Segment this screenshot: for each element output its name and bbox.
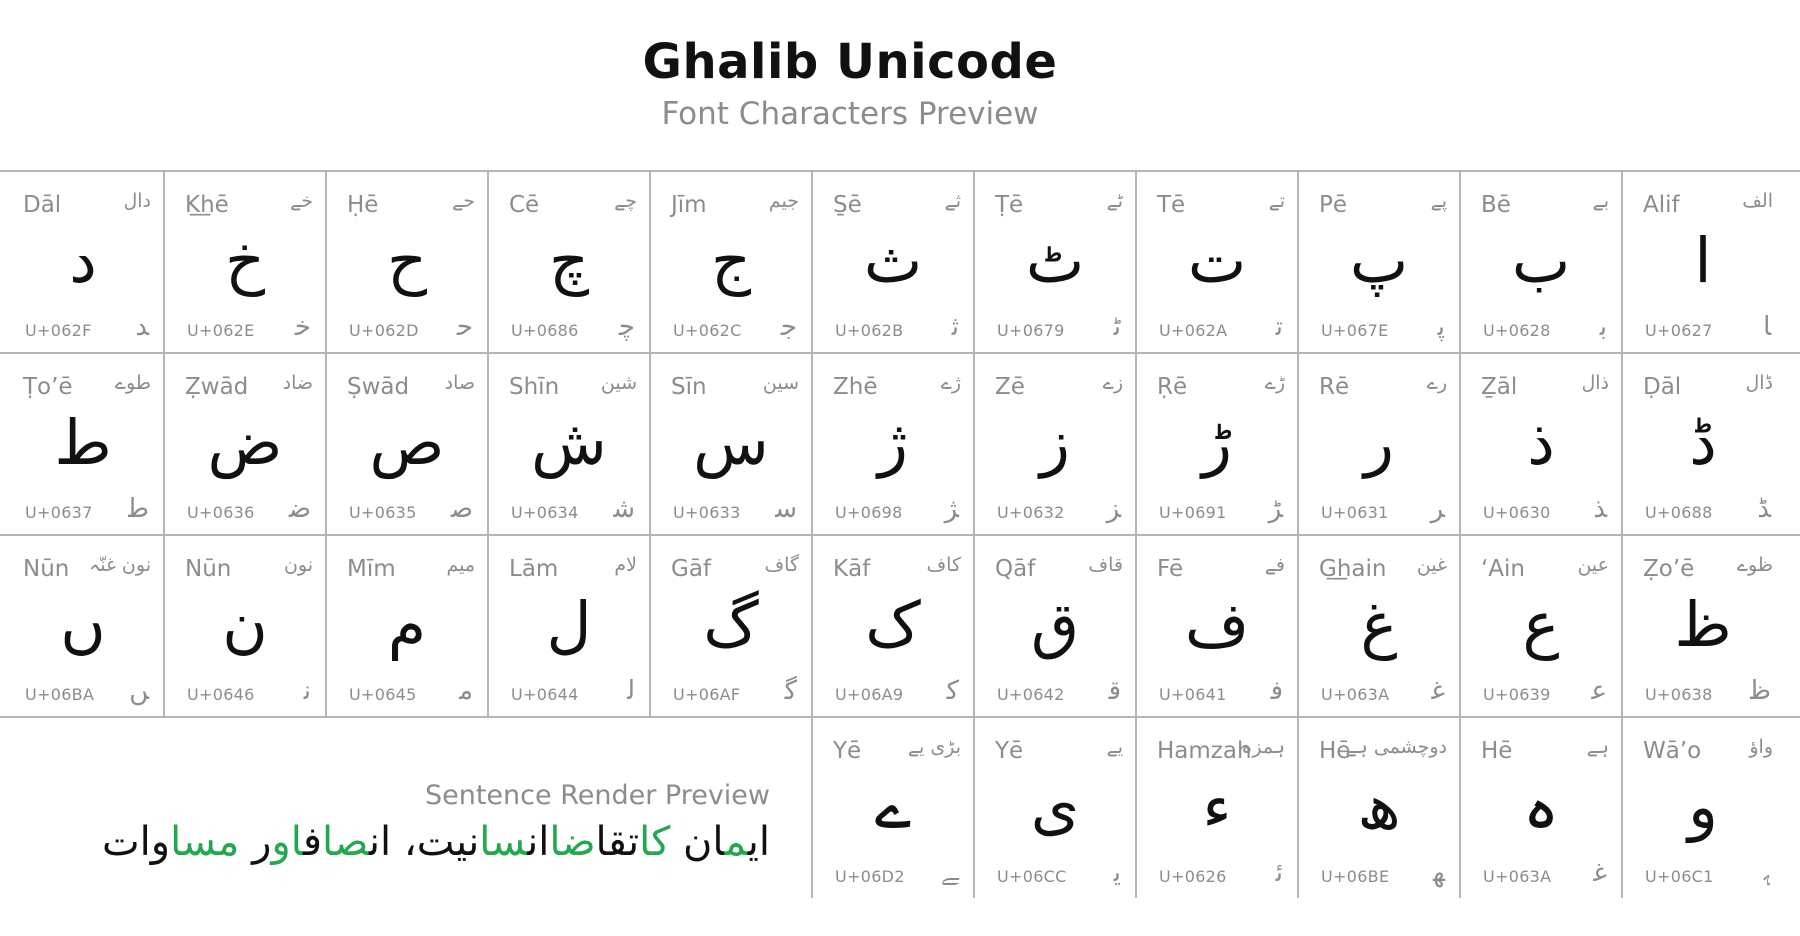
character-latin-name: Tē <box>1157 192 1186 218</box>
character-urdu-name: بے <box>1592 190 1609 212</box>
character-latin-name: Dāl <box>23 192 62 218</box>
character-latin-name: Mīm <box>347 556 396 582</box>
character-latin-name: Jīm <box>671 192 707 218</box>
character-cell <box>813 718 975 898</box>
character-codepoint: U+063A <box>1483 867 1552 886</box>
character-latin-name: K͟hē <box>185 192 229 218</box>
character-contextual-form: ﮟ <box>129 676 149 706</box>
character-contextual-form: ﮋ <box>944 494 959 524</box>
character-cell <box>1623 718 1785 898</box>
character-urdu-name: قاف <box>1088 554 1123 576</box>
character-codepoint: U+06BA <box>25 685 95 704</box>
character-contextual-form: ﺰ <box>1106 494 1121 524</box>
character-glyph: ع <box>1522 588 1560 661</box>
character-codepoint: U+0633 <box>673 503 741 522</box>
character-cell <box>975 354 1137 534</box>
character-glyph: ت <box>1187 224 1247 297</box>
character-latin-name: Nūn <box>23 556 70 582</box>
character-latin-name: Bē <box>1481 192 1511 218</box>
character-codepoint: U+0698 <box>835 503 903 522</box>
character-urdu-name: جیم <box>768 190 799 212</box>
character-glyph: ں <box>60 588 106 661</box>
character-urdu-name: بڑی یے <box>907 736 961 758</box>
sentence-segment-highlight: مسا <box>170 819 240 865</box>
sentence-preview-text <box>30 819 770 865</box>
sentence-segment: ر <box>239 819 272 865</box>
character-urdu-name: فے <box>1264 554 1285 576</box>
sentence-segment-highlight: کا <box>639 819 671 865</box>
character-codepoint: U+0638 <box>1645 685 1713 704</box>
character-latin-name: Hē <box>1481 738 1513 764</box>
character-urdu-name: نون <box>283 554 313 576</box>
character-glyph: ل <box>546 588 592 661</box>
character-cell <box>489 354 651 534</box>
character-urdu-name: یے <box>1106 736 1123 758</box>
character-latin-name: Ẓwād <box>185 374 249 400</box>
character-glyph: ی <box>1030 770 1080 843</box>
character-latin-name: Yē <box>995 738 1024 764</box>
character-glyph: ے <box>874 770 912 843</box>
character-urdu-name: ہے <box>1586 736 1609 758</box>
character-codepoint: U+06BE <box>1321 867 1390 886</box>
character-codepoint: U+0688 <box>1645 503 1713 522</box>
grid-partial-row-border <box>811 718 813 898</box>
character-codepoint: U+0626 <box>1159 867 1227 886</box>
character-cell <box>1299 172 1461 352</box>
character-latin-name: Sīn <box>671 374 707 400</box>
character-contextual-form: ﭨ <box>1113 312 1121 342</box>
character-glyph: ص <box>369 406 445 479</box>
character-cell <box>813 536 975 716</box>
character-latin-name: Ḍāl <box>1643 374 1682 400</box>
character-contextual-form: ﭼ <box>618 312 635 342</box>
character-cell <box>1623 172 1785 352</box>
character-contextual-form: ﺿ <box>288 494 311 524</box>
character-urdu-name: میم <box>446 554 475 576</box>
character-glyph: ج <box>710 224 752 297</box>
character-glyph: ا <box>1694 224 1712 297</box>
character-latin-name: G͟hain <box>1319 556 1387 582</box>
character-latin-name: Cē <box>509 192 540 218</box>
character-latin-name: Hamzah <box>1157 738 1252 764</box>
character-latin-name: Ṭo’ē <box>23 374 73 400</box>
character-contextual-form: ﺗ <box>1275 312 1283 342</box>
character-contextual-form: ﺬ <box>1593 494 1607 524</box>
character-glyph: ژ <box>878 406 908 479</box>
character-cell <box>1299 536 1461 716</box>
character-cell <box>1137 718 1299 898</box>
character-cell <box>165 354 327 534</box>
character-latin-name: ‘Ain <box>1481 556 1526 582</box>
character-glyph: ف <box>1184 588 1250 661</box>
character-urdu-name: ظوے <box>1736 554 1773 576</box>
character-urdu-name: چے <box>614 190 637 212</box>
character-glyph: گ <box>703 588 759 661</box>
character-latin-name: Lām <box>509 556 559 582</box>
character-cell <box>489 172 651 352</box>
character-codepoint: U+06C1 <box>1645 867 1714 886</box>
character-codepoint: U+0686 <box>511 321 579 340</box>
character-glyph: ق <box>1030 588 1080 661</box>
page-subtitle: Font Characters Preview <box>661 96 1039 132</box>
character-glyph: ڈ <box>1689 406 1717 479</box>
character-latin-name: Hē <box>1319 738 1351 764</box>
character-codepoint: U+0630 <box>1483 503 1551 522</box>
character-codepoint: U+0646 <box>187 685 255 704</box>
character-cell <box>1461 536 1623 716</box>
character-codepoint: U+062B <box>835 321 904 340</box>
character-contextual-form: ﻣ <box>459 676 473 706</box>
character-cell <box>975 536 1137 716</box>
character-urdu-name: حے <box>452 190 475 212</box>
character-contextual-form: ﯾ <box>1113 858 1121 888</box>
character-codepoint: U+06AF <box>673 685 741 704</box>
sentence-segment-highlight: صا <box>322 819 369 865</box>
character-contextual-form: ﮉ <box>1757 494 1771 524</box>
character-contextual-form: ﮨ <box>1763 857 1771 887</box>
character-urdu-name: ثے <box>944 190 961 212</box>
character-contextual-form: ﮍ <box>1268 494 1283 524</box>
character-latin-name: Rē <box>1319 374 1350 400</box>
character-urdu-name: الف <box>1742 190 1773 212</box>
character-codepoint: U+06D2 <box>835 867 905 886</box>
character-cell <box>1461 718 1623 898</box>
character-contextual-form: ﻋ <box>1591 676 1607 706</box>
character-glyph: و <box>1688 770 1718 843</box>
character-contextual-form: ﺪ <box>135 312 149 342</box>
character-codepoint: U+062F <box>25 321 92 340</box>
character-contextual-form: ﮯ <box>940 857 959 887</box>
character-latin-name: Ḥē <box>347 192 379 218</box>
character-latin-name: Zhē <box>833 374 878 400</box>
character-contextual-form: ﺑ <box>1599 312 1607 342</box>
character-urdu-name: غین <box>1416 554 1447 576</box>
sentence-segment-highlight: سا <box>479 819 528 865</box>
character-urdu-name: ٹے <box>1106 190 1123 212</box>
character-contextual-form: ﺎ <box>1763 312 1771 342</box>
character-cell <box>1623 354 1785 534</box>
character-cell <box>813 172 975 352</box>
character-urdu-name: نون غنّہ <box>89 554 151 576</box>
character-contextual-form: ﻗ <box>1108 676 1121 706</box>
character-glyph: ب <box>1511 224 1571 297</box>
character-cell <box>651 536 813 716</box>
sentence-segment-highlight: م <box>724 819 748 865</box>
character-glyph: خ <box>224 224 266 297</box>
character-codepoint: U+0645 <box>349 685 417 704</box>
character-contextual-form: ﻃ <box>128 494 149 524</box>
character-contextual-form: ﻧ <box>303 676 311 706</box>
character-glyph: پ <box>1349 224 1409 297</box>
character-latin-name: S̱ē <box>833 192 862 218</box>
sentence-segment-highlight: ضا <box>549 819 596 865</box>
character-contextual-form: ﻓ <box>1270 676 1283 706</box>
character-codepoint: U+0642 <box>997 685 1065 704</box>
character-latin-name: Gāf <box>671 556 712 582</box>
character-glyph: ہ <box>1522 770 1560 843</box>
character-codepoint: U+06CC <box>997 867 1067 886</box>
character-glyph: ز <box>1040 406 1070 479</box>
character-cell <box>975 718 1137 898</box>
character-cell <box>3 172 165 352</box>
character-glyph: م <box>387 588 427 661</box>
sentence-preview-label: Sentence Render Preview <box>424 780 770 811</box>
character-codepoint: U+0691 <box>1159 503 1227 522</box>
character-glyph: ن <box>222 588 268 661</box>
character-glyph: ظ <box>1674 588 1732 661</box>
character-cell <box>327 536 489 716</box>
character-codepoint: U+0636 <box>187 503 255 522</box>
character-contextual-form: ﺋ <box>1275 858 1283 888</box>
character-glyph: ک <box>865 588 921 661</box>
character-glyph: د <box>69 224 97 297</box>
character-cell <box>1137 172 1299 352</box>
character-contextual-form: ﻏ <box>1593 858 1607 888</box>
character-codepoint: U+0639 <box>1483 685 1551 704</box>
character-latin-name: Ṭē <box>995 192 1024 218</box>
character-glyph: ث <box>863 224 923 297</box>
character-latin-name: Ṣwād <box>347 374 410 400</box>
character-codepoint: U+0679 <box>997 321 1065 340</box>
character-codepoint: U+0627 <box>1645 321 1713 340</box>
character-contextual-form: ﺮ <box>1430 494 1445 524</box>
character-urdu-name: صاد <box>444 372 475 394</box>
character-codepoint: U+06A9 <box>835 685 904 704</box>
character-glyph: غ <box>1360 588 1398 661</box>
character-urdu-name: گاف <box>764 554 799 576</box>
character-contextual-form: ﻏ <box>1431 676 1445 706</box>
header <box>0 32 1700 134</box>
character-contextual-form: ﮐ <box>946 676 959 706</box>
character-urdu-name: زے <box>1102 372 1123 394</box>
sentence-segment: ف <box>302 819 323 865</box>
character-contextual-form: ﻟ <box>627 676 635 706</box>
character-urdu-name: شین <box>600 372 637 394</box>
sentence-segment-highlight: او <box>271 819 303 865</box>
character-urdu-name: تے <box>1268 190 1285 212</box>
sentence-segment: وات <box>101 819 171 865</box>
character-urdu-name: دوچشمی ہے <box>1345 736 1447 758</box>
character-urdu-name: واؤ <box>1749 736 1773 758</box>
sentence-segment: تقا <box>595 819 640 865</box>
character-contextual-form: ﮔ <box>784 676 797 706</box>
character-cell <box>651 172 813 352</box>
character-cell <box>651 354 813 534</box>
character-urdu-name: خے <box>290 190 313 212</box>
character-latin-name: Zē <box>995 374 1025 400</box>
sentence-segment: ان <box>670 819 725 865</box>
character-codepoint: U+062E <box>187 321 255 340</box>
character-urdu-name: ہمزہ <box>1241 736 1285 758</box>
character-cell <box>3 354 165 534</box>
character-codepoint: U+0631 <box>1321 503 1389 522</box>
character-glyph: س <box>693 406 769 479</box>
character-cell <box>1299 718 1461 898</box>
character-glyph: ء <box>1202 770 1232 843</box>
character-urdu-name: کاف <box>926 554 961 576</box>
character-latin-name: Yē <box>833 738 862 764</box>
character-latin-name: Alif <box>1643 192 1680 218</box>
character-urdu-name: لام <box>614 554 637 576</box>
character-glyph: ض <box>207 406 283 479</box>
character-urdu-name: سین <box>762 372 799 394</box>
character-cell <box>1461 172 1623 352</box>
character-glyph: ڑ <box>1202 406 1232 479</box>
character-codepoint: U+0635 <box>349 503 417 522</box>
character-glyph: ش <box>531 406 607 479</box>
page-title: Ghalib Unicode <box>642 34 1058 90</box>
character-glyph: ذ <box>1527 406 1555 479</box>
character-cell <box>3 536 165 716</box>
character-codepoint: U+062A <box>1159 321 1228 340</box>
character-cell <box>489 536 651 716</box>
character-glyph: ح <box>386 224 428 297</box>
character-cell <box>813 354 975 534</box>
character-latin-name: Ẕāl <box>1481 374 1518 400</box>
character-contextual-form: ﺳ <box>775 494 797 524</box>
character-cell <box>1623 536 1785 716</box>
character-glyph: ھ <box>1357 770 1401 843</box>
character-urdu-name: طوے <box>114 372 151 394</box>
character-codepoint: U+062D <box>349 321 419 340</box>
character-codepoint: U+0634 <box>511 503 579 522</box>
character-urdu-name: ضاد <box>282 372 313 394</box>
character-latin-name: Pē <box>1319 192 1348 218</box>
character-cell <box>327 172 489 352</box>
character-codepoint: U+0637 <box>25 503 93 522</box>
character-cell <box>1137 536 1299 716</box>
sentence-segment: ان <box>527 819 550 865</box>
character-contextual-form: ﺟ <box>780 312 797 342</box>
character-contextual-form: ﭘ <box>1437 312 1445 342</box>
character-codepoint: U+062C <box>673 321 742 340</box>
character-glyph: ط <box>54 406 112 479</box>
character-cell <box>327 354 489 534</box>
character-contextual-form: ﻇ <box>1750 676 1771 706</box>
character-urdu-name: دال <box>123 190 151 212</box>
character-latin-name: Wā’o <box>1643 738 1702 764</box>
character-glyph: ر <box>1364 406 1394 479</box>
character-cell <box>165 172 327 352</box>
character-urdu-name: ڈال <box>1745 372 1773 394</box>
sentence-segment: ای <box>747 819 770 865</box>
character-glyph: ٹ <box>1025 224 1085 297</box>
character-urdu-name: عین <box>1577 554 1609 576</box>
character-codepoint: U+0641 <box>1159 685 1227 704</box>
character-cell <box>1461 354 1623 534</box>
character-urdu-name: ژے <box>940 372 961 394</box>
character-latin-name: Ẓo’ē <box>1643 556 1695 582</box>
character-codepoint: U+067E <box>1321 321 1389 340</box>
character-latin-name: Kāf <box>833 556 871 582</box>
character-glyph: چ <box>548 224 590 297</box>
character-latin-name: Shīn <box>509 374 560 400</box>
character-cell <box>975 172 1137 352</box>
character-codepoint: U+0644 <box>511 685 579 704</box>
character-contextual-form: ﺧ <box>294 312 311 342</box>
character-codepoint: U+0632 <box>997 503 1065 522</box>
character-urdu-name: ذال <box>1581 372 1609 394</box>
character-cell <box>165 536 327 716</box>
character-contextual-form: ﺷ <box>613 494 635 524</box>
character-urdu-name: رے <box>1426 372 1447 394</box>
character-contextual-form: ﺣ <box>456 312 473 342</box>
character-codepoint: U+063A <box>1321 685 1390 704</box>
character-latin-name: Ṛē <box>1157 374 1188 400</box>
character-urdu-name: ڑے <box>1264 372 1285 394</box>
character-urdu-name: پے <box>1430 190 1447 212</box>
character-contextual-form: ﺻ <box>450 494 473 524</box>
character-contextual-form: ﺛ <box>951 312 959 342</box>
sentence-preview <box>30 780 770 865</box>
character-latin-name: Qāf <box>995 556 1036 582</box>
character-contextual-form: ﮭ <box>1433 858 1445 888</box>
character-latin-name: Nūn <box>185 556 232 582</box>
character-codepoint: U+0628 <box>1483 321 1551 340</box>
character-cell <box>1299 354 1461 534</box>
sentence-segment: نیت، ان <box>368 819 480 865</box>
character-latin-name: Fē <box>1157 556 1184 582</box>
character-cell <box>1137 354 1299 534</box>
